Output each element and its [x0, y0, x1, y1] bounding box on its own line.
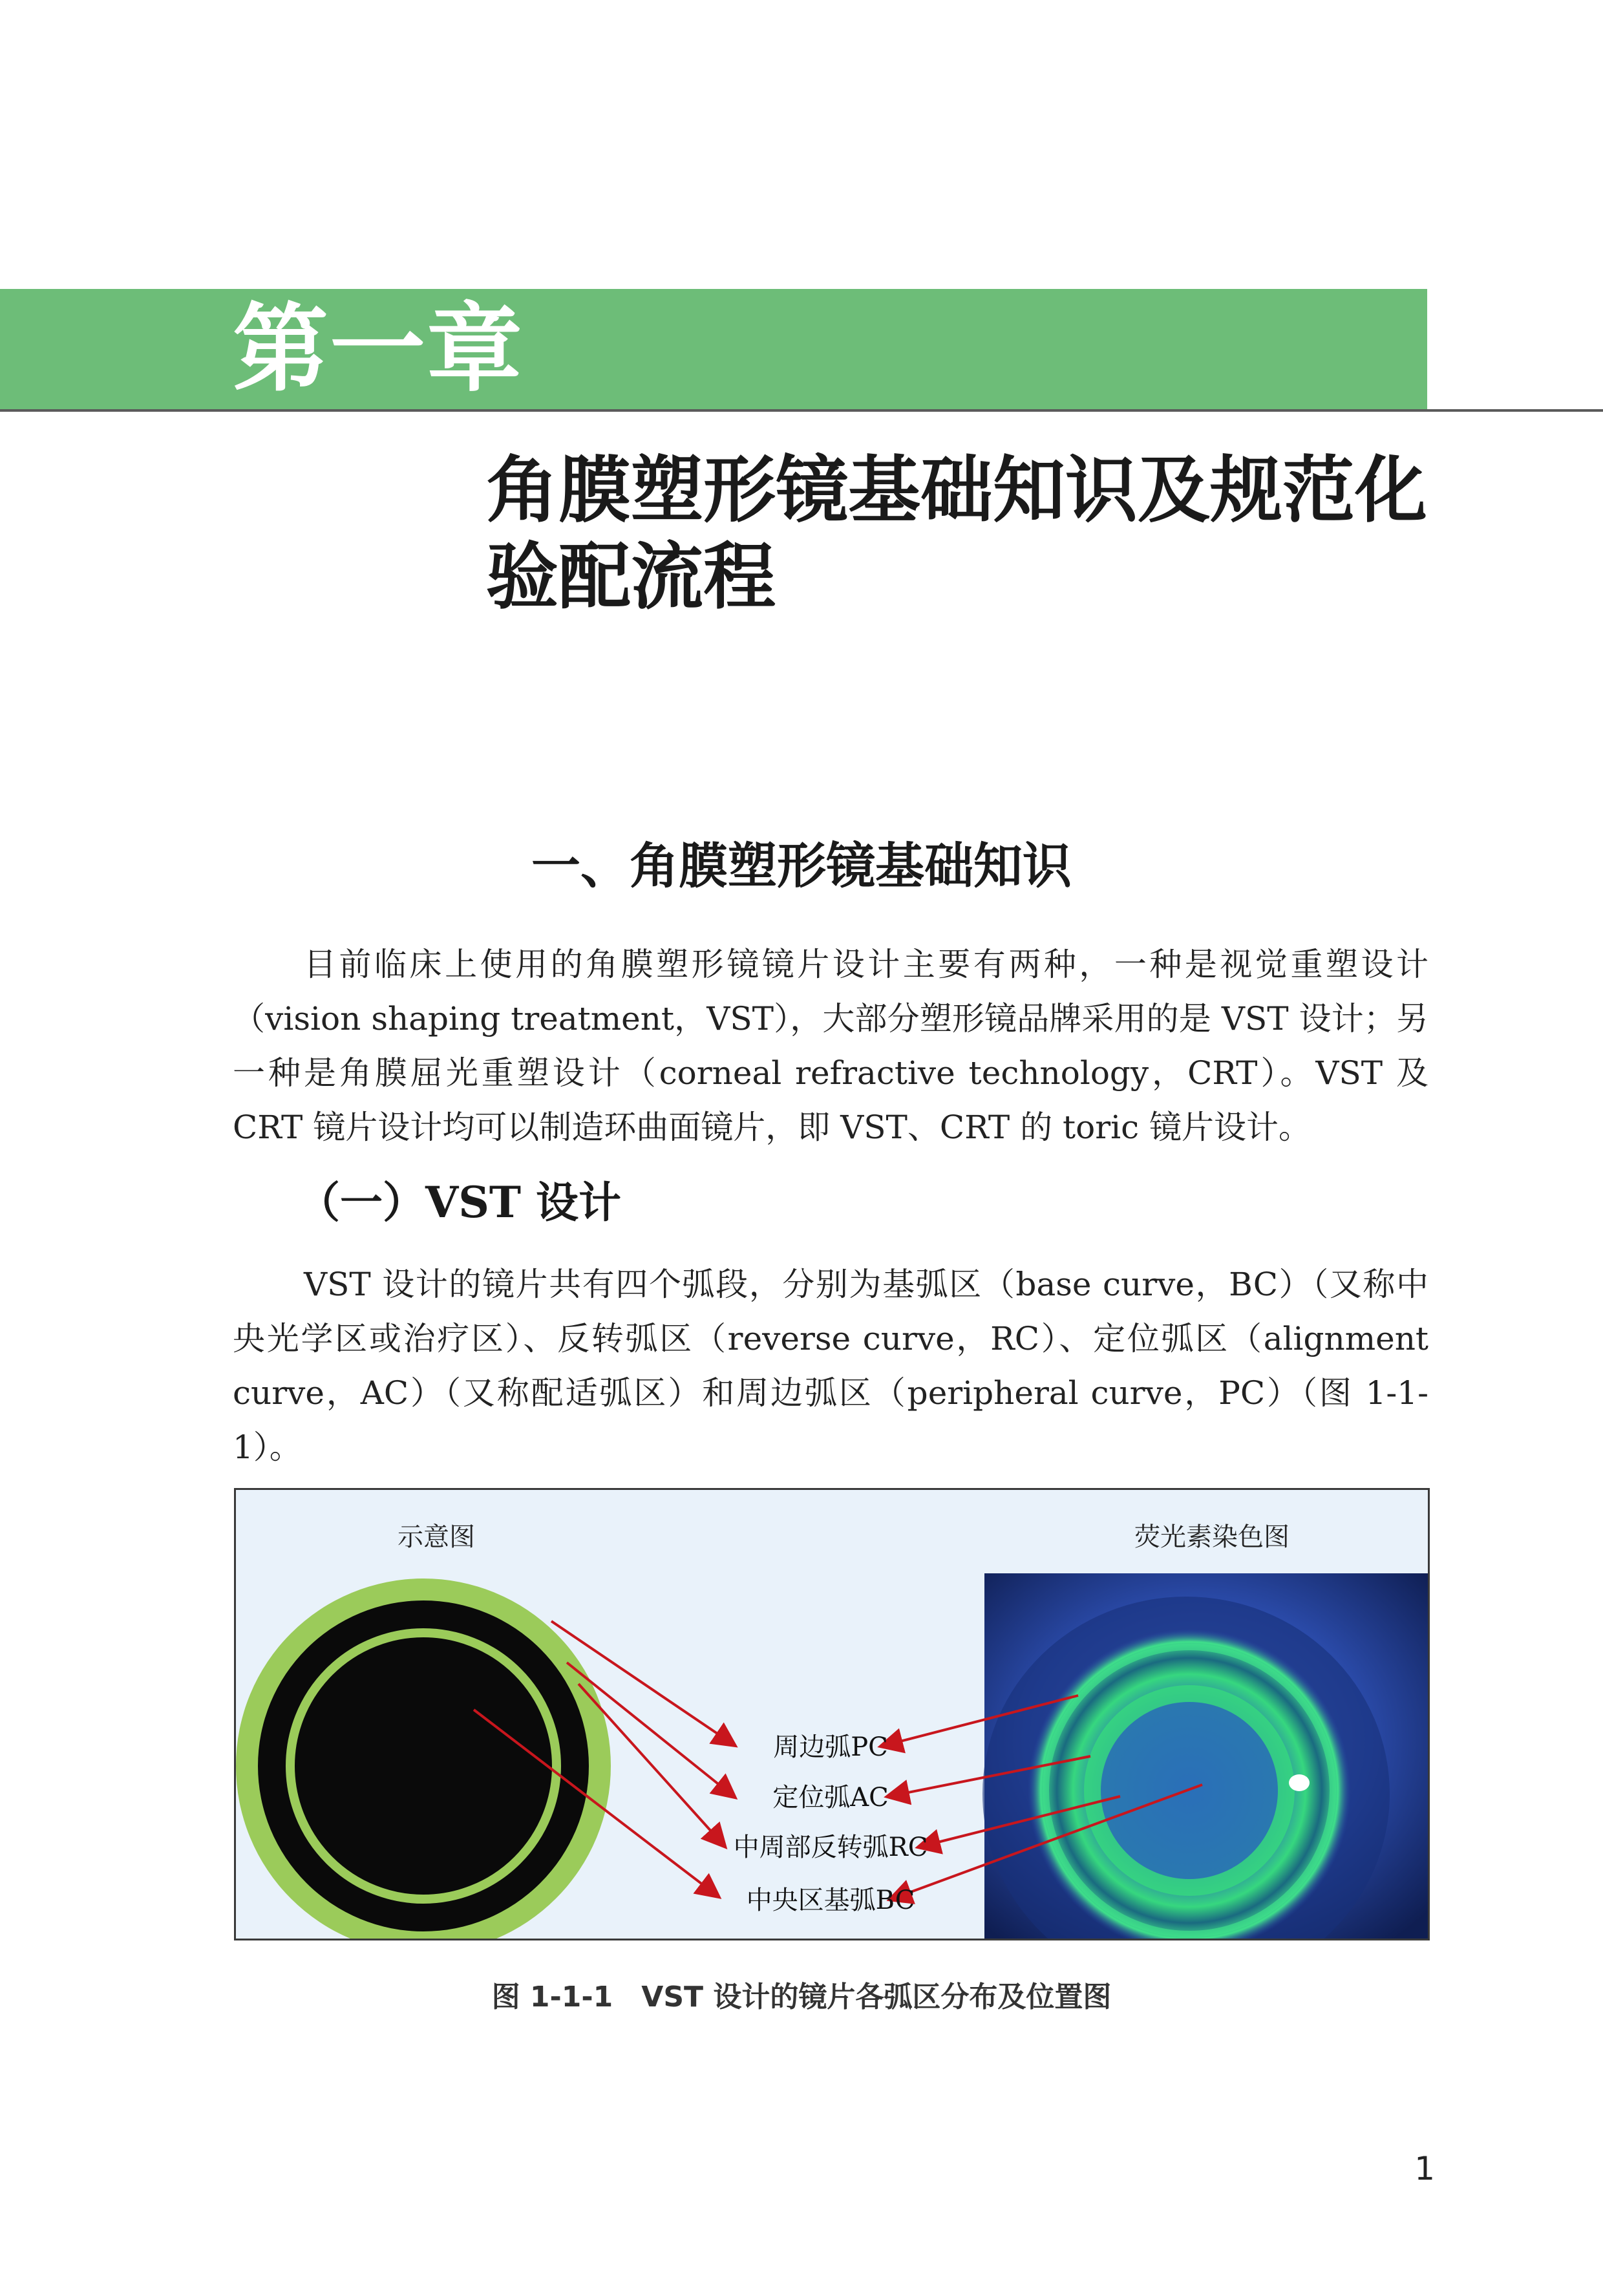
zone-label-rc: 中周部反转弧RC [733, 1833, 928, 1862]
zone-label-ac: 定位弧AC [772, 1783, 889, 1812]
chapter-banner [0, 289, 1427, 410]
zone-label-bc: 中央区基弧BC [746, 1886, 915, 1915]
zone-label-pc: 周边弧PC [773, 1732, 888, 1762]
subsection-title: （一）VST 设计 [297, 1177, 621, 1228]
figure-label-fluorescein: 荧光素染色图 [1134, 1522, 1290, 1552]
chapter-banner-rule [0, 409, 1603, 412]
lens-schematic [236, 1578, 611, 1939]
figure-caption: 图 1-1-1 VST 设计的镜片各弧区分布及位置图 [491, 1981, 1112, 2014]
chapter-title: 角膜塑形镜基础知识及规范化验配流程 [486, 449, 1427, 619]
vst-paragraph: VST 设计的镜片共有四个弧段，分别为基弧区（base curve，BC）（又称中央光学区或治疗区）、反转弧区（reverse curve，RC）、定位弧区（alignment curve，AC）（又称配适弧区）和周边弧区（peripheral curve，PC）（图 1-1-1）。 [233, 1266, 1428, 1466]
figure-vst-zones [234, 1488, 1430, 1940]
figure-label-schematic: 示意图 [398, 1522, 475, 1552]
intro-paragraph: 目前临床上使用的角膜塑形镜镜片设计主要有两种，一种是视觉重塑设计（vision shaping treatment，VST），大部分塑形镜品牌采用的是 VST 设计；另一种是角膜屈光重塑设计（corneal refractive technology，CRT）。VST 及 CRT 镜片设计均可以制造环曲面镜片，即 VST、CRT 的 toric 镜片设计。 [233, 946, 1428, 1146]
section-title: 一、角膜塑形镜基础知识 [531, 837, 1072, 895]
fluorescein-photo [982, 1573, 1428, 1939]
page-number: 1 [1414, 2150, 1435, 2187]
chapter-label: 第一章 [233, 293, 524, 405]
figure-illustration [236, 1490, 1428, 1939]
